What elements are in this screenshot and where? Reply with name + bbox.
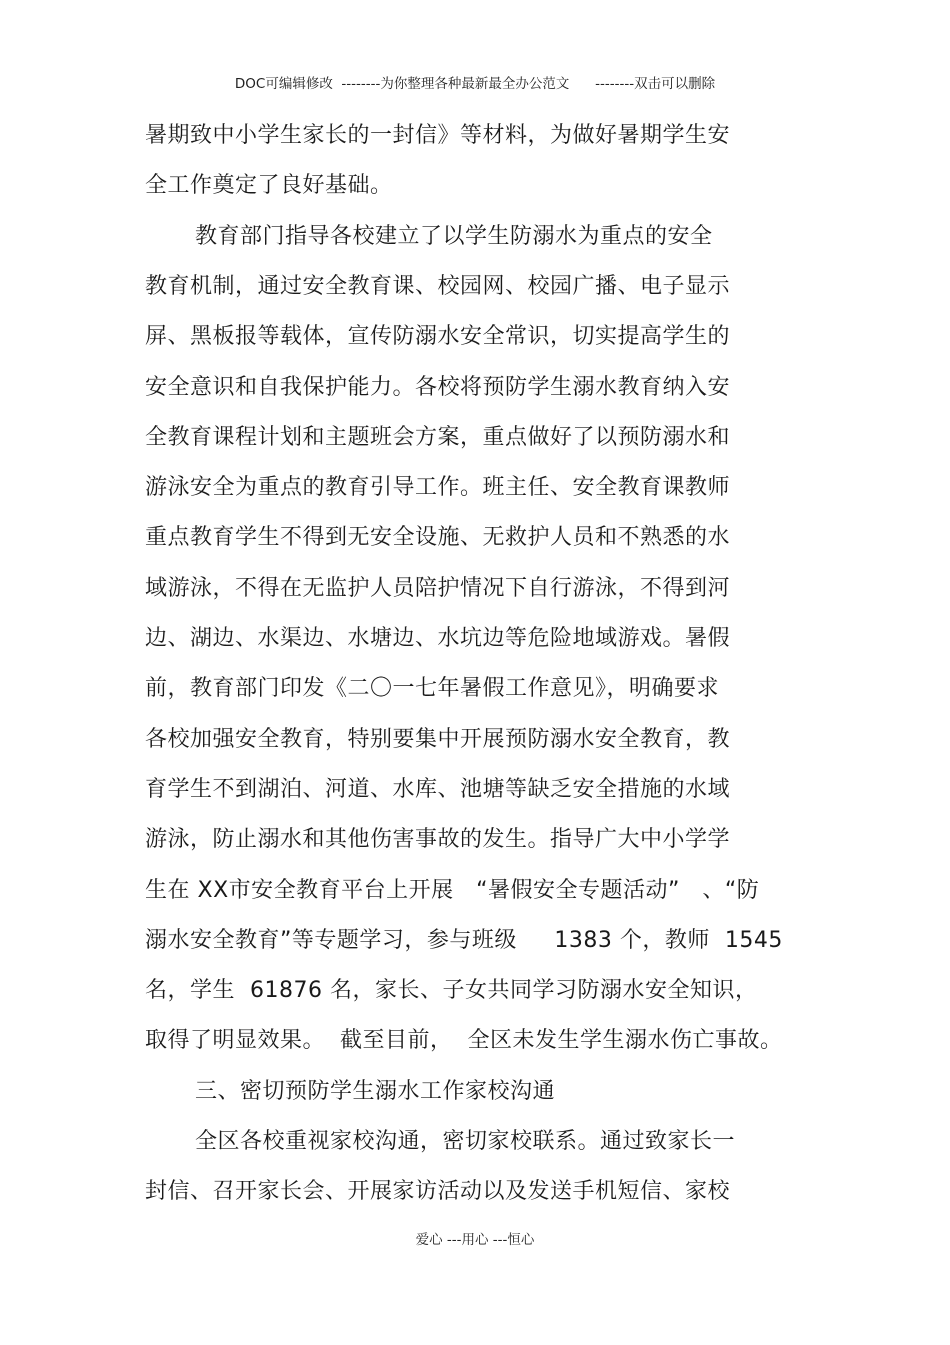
body-line: 屏、黑板报等载体，宣传防溺水安全常识，切实提高学生的 <box>145 324 731 350</box>
body-line: 暑期致中小学生家长的一封信》等材料，为做好暑期学生安 <box>145 123 731 148</box>
body-line: 生在 XX市安全教育平台上开展 “暑假安全专题活动” 、“防 <box>145 877 760 903</box>
body-line: 前，教育部门印发《二〇一七年暑假工作意见》，明确要求 <box>145 676 720 702</box>
body-line: 边、湖边、水渠边、水塘边、水坑边等危险地域游戏。暑假 <box>145 626 731 651</box>
body-line: 全区各校重视家校沟通，密切家校联系。通过致家长一 <box>195 1129 736 1154</box>
body-line: 取得了明显效果。 截至目前， 全区未发生学生溺水伤亡事故。 <box>145 1028 783 1054</box>
page-footer: 爱心 ---用心 ---恒心 <box>415 1232 535 1248</box>
body-line: 溺水安全教育”等专题学习，参与班级 1383 个，教师 1545 <box>145 927 783 953</box>
body-line: 名，学生 61876 名，家长、子女共同学习防溺水安全知识， <box>145 978 758 1004</box>
body-line: 域游泳，不得在无监护人员陪护情况下自行游泳，不得到河 <box>145 575 731 601</box>
body-line: 三、密切预防学生溺水工作家校沟通 <box>195 1078 556 1104</box>
body-line: 封信、召开家长会、开展家访活动以及发送手机短信、家校 <box>145 1179 731 1205</box>
body-line: 游泳，防止溺水和其他伤害事故的发生。指导广大中小学学 <box>145 827 731 853</box>
body-line: 全工作奠定了良好基础。 <box>145 173 393 199</box>
body-line: 安全意识和自我保护能力。各校将预防学生溺水教育纳入安 <box>145 374 731 400</box>
body-line: 教育机制，通过安全教育课、校园网、校园广播、电子显示 <box>145 273 731 299</box>
body-line: 重点教育学生不得到无安全设施、无救护人员和不熟悉的水 <box>145 525 731 551</box>
body-line: 各校加强安全教育，特别要集中开展预防溺水安全教育，教 <box>145 726 731 752</box>
body-line: 育学生不到湖泊、河道、水库、池塘等缺乏安全措施的水域 <box>145 776 731 802</box>
body-line: 教育部门指导各校建立了以学生防溺水为重点的安全 <box>195 223 713 249</box>
body-line: 全教育课程计划和主题班会方案，重点做好了以预防溺水和 <box>145 424 731 450</box>
page-header: DOC可编辑修改 --------为你整理各种最新最全办公范文 --------双击可以删除 <box>234 76 716 92</box>
body-line: 游泳安全为重点的教育引导工作。班主任、安全教育课教师 <box>145 475 731 501</box>
